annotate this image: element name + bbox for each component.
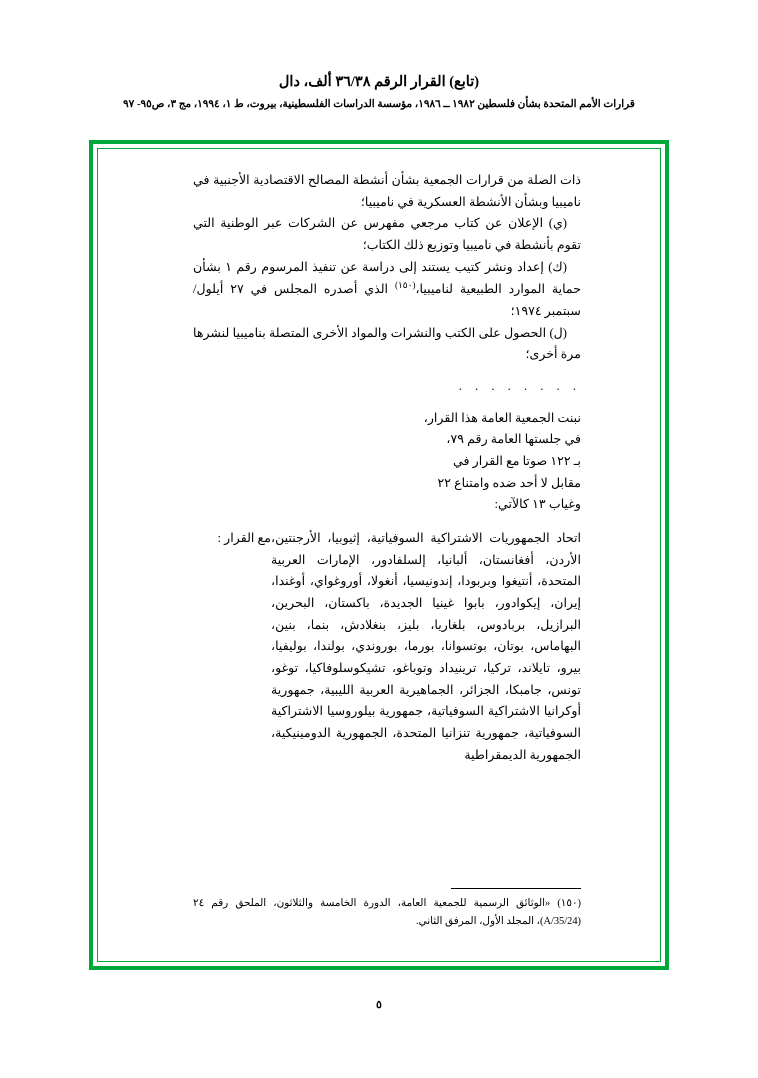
page-subtitle: قرارات الأمم المتحدة بشأن فلسطين ١٩٨٢ ــ ١٩٨٦، مؤسسة الدراسات الفلسطينية، بيروت، ط ١، ١٩٩٤، مج ٣، ص٩٥- ٩٧ (123, 99, 635, 111)
vote-line-5: وغياب ١٣ كالآتي: (494, 497, 581, 512)
document-body (89, 170, 669, 766)
vote-line-3: بـ ١٢٢ صوتا مع القرار في (453, 454, 581, 469)
vote-line-1: نبنت الجمعية العامة هذا القرار، (423, 410, 581, 425)
paragraph-item-lam: (ل) الحصول على الكتب والنشرات والمواد الأخرى المتصلة بناميبيا لنشرها مرة أخرى؛ (193, 325, 581, 362)
paragraph-item-kaf-text: (ك) إعداد ونشر كتيب يستند إلى دراسة عن تنفيذ المرسوم رقم ١ بشأن حماية الموارد الطبيعية لناميبيا، (193, 259, 582, 297)
paragraph-item-kaf (193, 257, 581, 323)
footnote-divider (451, 888, 581, 889)
vote-line-2: في جلستها العامة رقم ٧٩، (446, 432, 581, 447)
page-header (0, 72, 758, 113)
omission-dots: . . . . . . . . (458, 379, 581, 394)
paragraph-continuation: ذات الصلة من قرارات الجمعية بشأن أنشطة المصالح الاقتصادية الأجنبية في ناميبيا وبشأن الأنشطة العسكرية في ناميبيا؛ (193, 173, 581, 209)
vote-line-4: مقابل لا أحد ضده وامتناع ٢٢ (437, 475, 581, 490)
footnote-marker: (١٥٠) (394, 280, 416, 291)
vote-list-block (193, 528, 581, 766)
paragraph-item-kaf-tail: الذي أصدره المجلس في ٢٧ أيلول/ سبتمبر ١٩٧٤؛ (193, 282, 581, 319)
vote-list-countries: اتحاد الجمهوريات الاشتراكية السوفياتية، إثيوبيا، الأرجنتين، الأردن، أفغانستان، ألبانيا، إلسلفادور، الإمارات العربية المتحدة، أنتيغوا وبربودا، إندونيسيا، أنغولا، أوروغواي، أوغندا، إيران، إيكوادور، بابوا غينيا الجديدة، باكستان، البحرين، البرازيل، بربادوس، بلغاريا، بليز، بنغلادش، بنما، بنين، البهاماس، بوتان، بوتسوانا، بورما، بوروندي، بولندا، بوليفيا، بيرو، تايلاند، تركيا، ترينيداد وتوباغو، تشيكوسلوفاكيا، توغو، تونس، جامبكا، الجزائر، الجماهيرية العربية الليبية، جمهورية أوكرانيا الاشتراكية السوفياتية، جمهورية بيلوروسيا الاشتراكية السوفياتية، جمهورية تنزانيا المتحدة، الجمهورية الدومينيكية، الجمهورية الديمقراطية (271, 531, 581, 762)
vote-list-label: مع القرار : (217, 531, 271, 546)
footnote-block (89, 888, 669, 930)
paragraph-item-ya: (ي) الإعلان عن كتاب مرجعي مفهرس عن الشركات عبر الوطنية التي تقوم بأنشطة في ناميبيا وتوزيع ذلك الكتاب؛ (193, 216, 581, 252)
footnote-text: (١٥٠) «الوثائق الرسمية للجمعية العامة، الدورة الخامسة والثلاثون، الملحق رقم ٢٤ (A/35/24)، المجلد الأول، المرفق الثاني. (193, 898, 581, 927)
page-title: (تابع) القرار الرقم ٣٦/٣٨ ألف، دال (278, 74, 480, 90)
page-number: ٥ (376, 999, 382, 1011)
